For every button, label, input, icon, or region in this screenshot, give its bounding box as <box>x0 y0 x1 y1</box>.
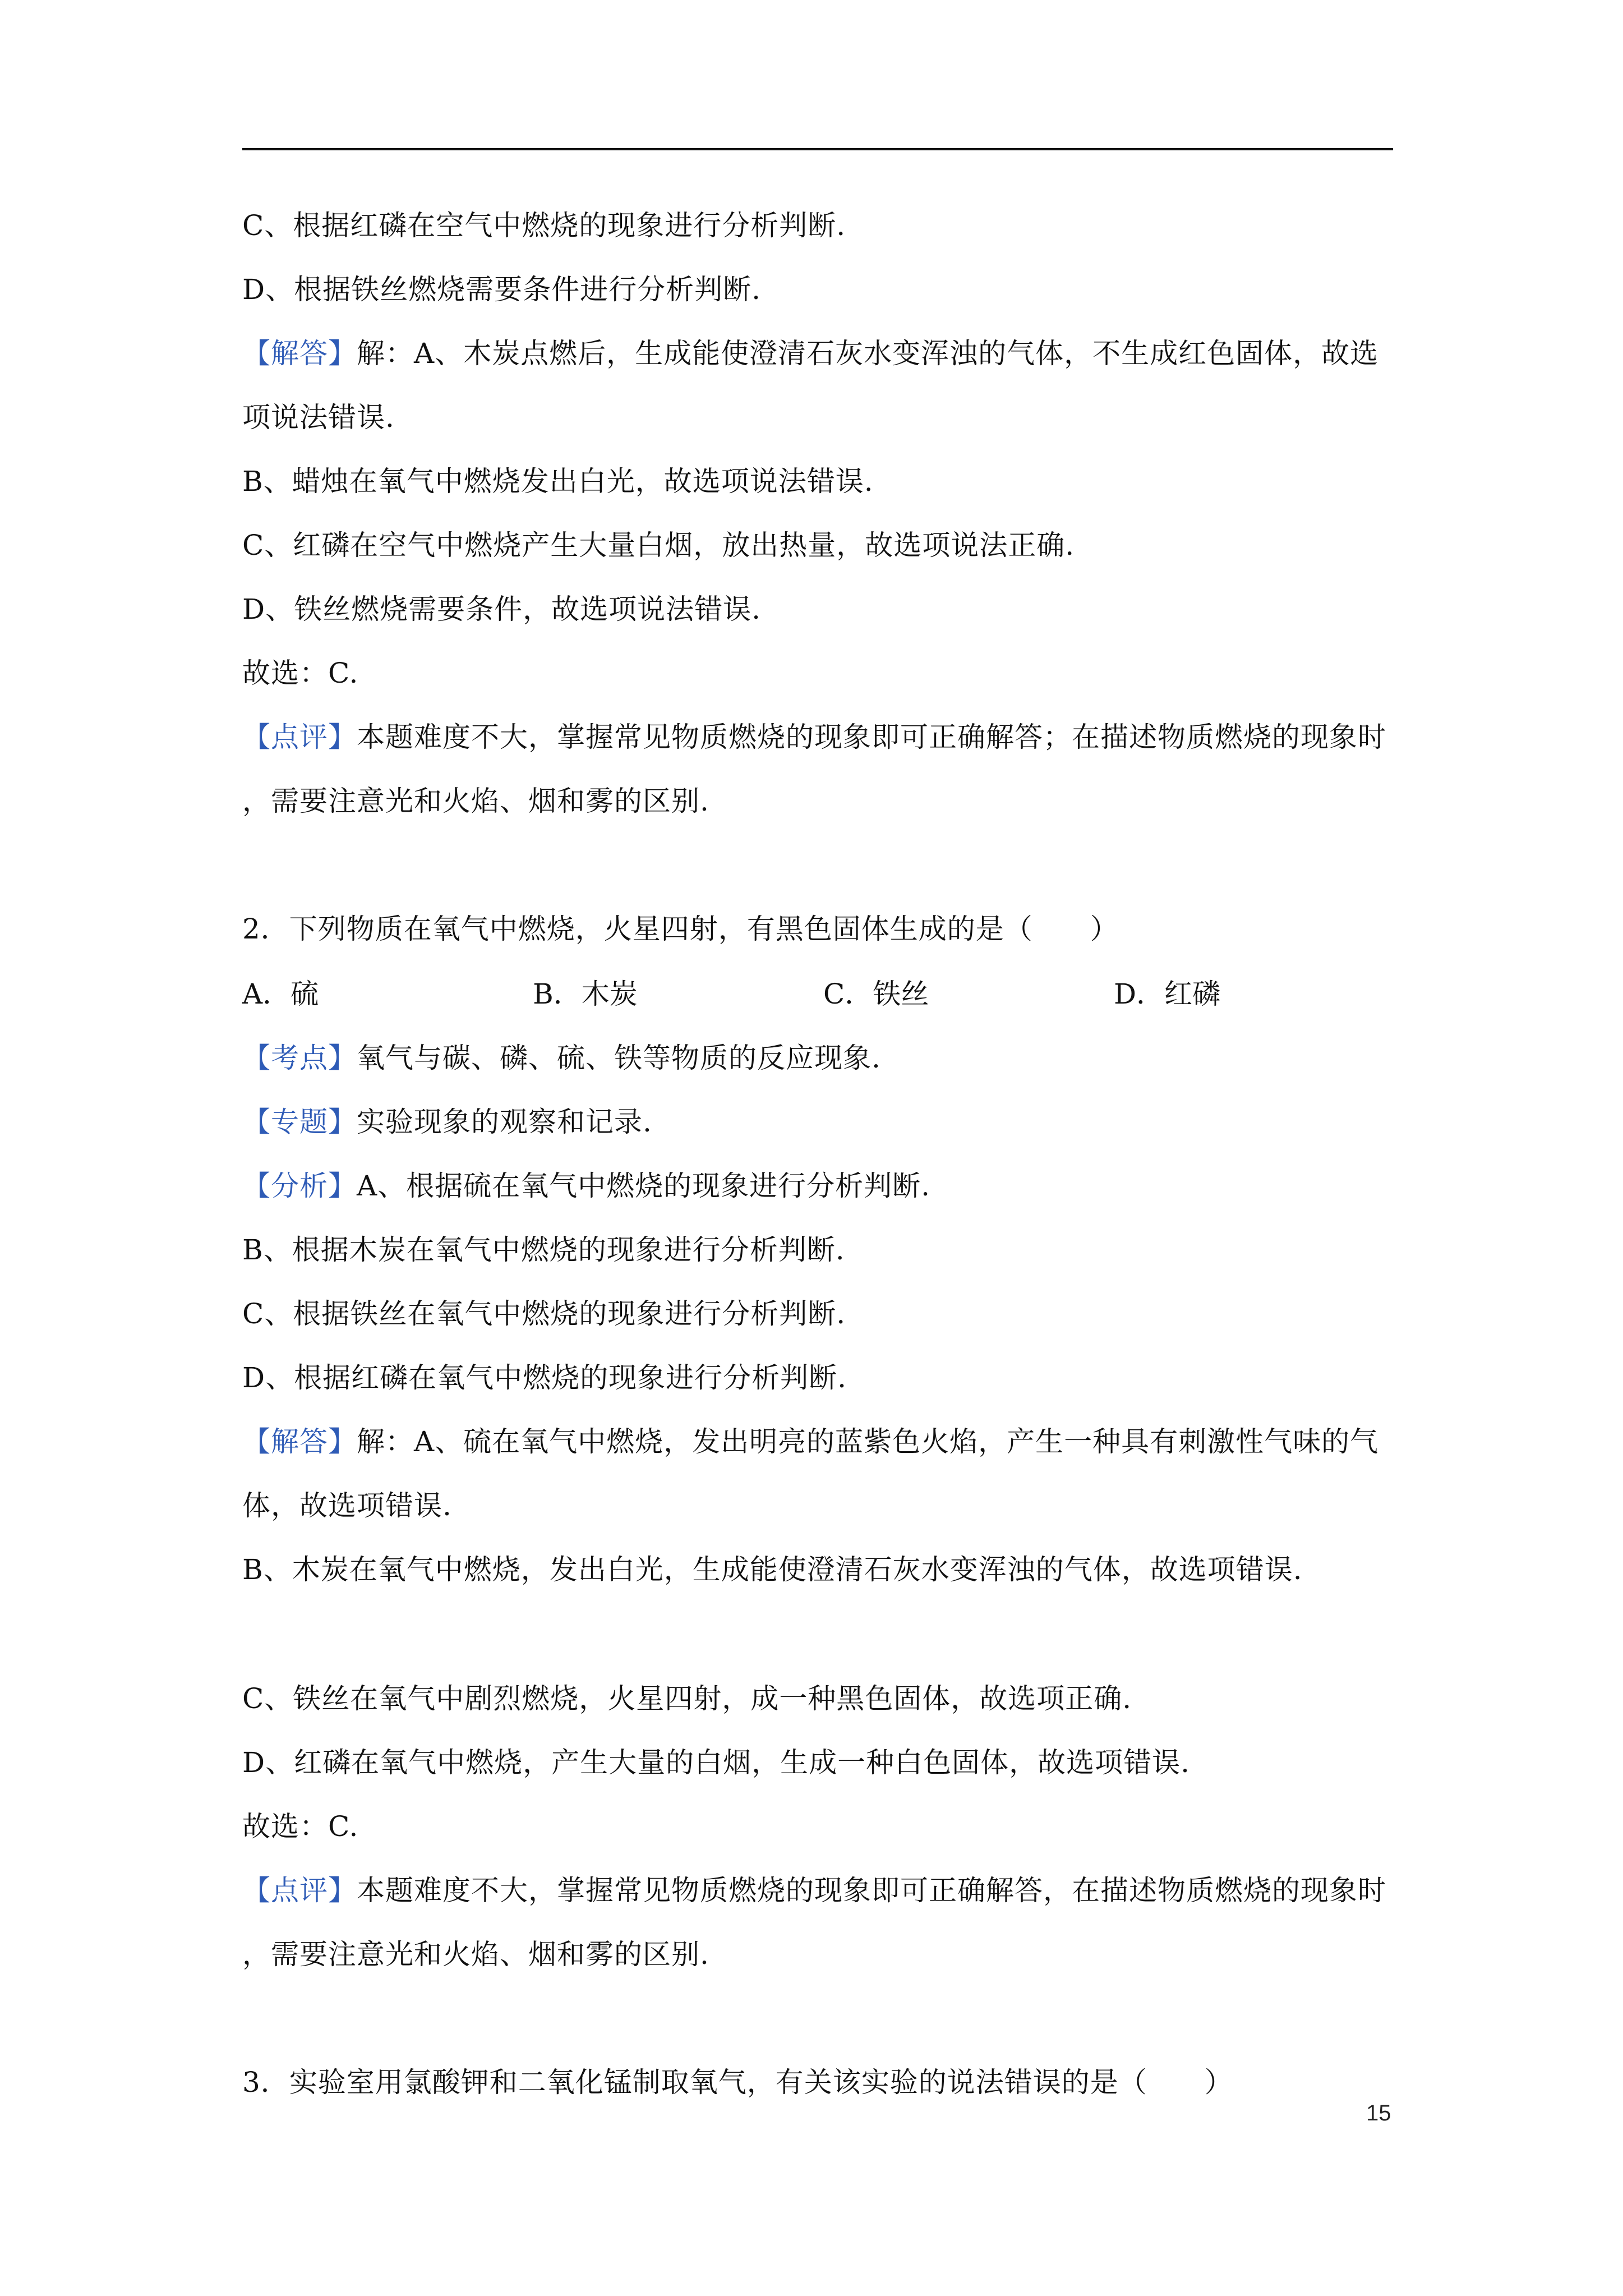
comment-line-q1-cont: ，需要注意光和火焰、烟和雾的区别. <box>242 785 709 817</box>
page-number: 15 <box>1366 2101 1391 2125</box>
analysis-line-c-q2: C、根据铁丝在氧气中燃烧的现象进行分析判断. <box>242 1297 846 1330</box>
answer-tag: 【解答】 <box>242 337 357 370</box>
comment-tag: 【点评】 <box>242 721 357 753</box>
comment-tag: 【点评】 <box>242 1874 357 1907</box>
analysis-line-c-q1: C、根据红磷在空气中燃烧的现象进行分析判断. <box>242 209 846 242</box>
header-rule <box>242 148 1393 150</box>
comment-line-q2-cont: ，需要注意光和火焰、烟和雾的区别. <box>242 1938 709 1971</box>
answer-line-c-q1: C、红磷在空气中燃烧产生大量白烟，放出热量，故选项说法正确. <box>242 529 1075 562</box>
analysis-line-a-q2: 【分析】A、根据硫在氧气中燃烧的现象进行分析判断. <box>242 1170 931 1202</box>
answer-line-q1: 【解答】解：A、木炭点燃后，生成能使澄清石灰水变浑浊的气体，不生成红色固体，故选 <box>242 337 1379 370</box>
answer-line-q2: 【解答】解：A、硫在氧气中燃烧，发出明亮的蓝紫色火焰，产生一种具有刺激性气味的气 <box>242 1425 1379 1458</box>
question-3: 3．实验室用氯酸钾和二氧化锰制取氧气，有关该实验的说法错误的是（ ） <box>242 2066 1233 2099</box>
option-c: C．铁丝 <box>823 978 929 1010</box>
keypoint-tag: 【考点】 <box>242 1042 357 1074</box>
keypoint-line-q2: 【考点】氧气与碳、磷、硫、铁等物质的反应现象. <box>242 1042 881 1074</box>
option-b: B．木炭 <box>533 978 638 1010</box>
analysis-tag: 【分析】 <box>242 1170 357 1202</box>
answer-line-d-q1: D、铁丝燃烧需要条件，故选项说法错误. <box>242 593 761 625</box>
answer-line-q2-cont: 体，故选项错误. <box>242 1489 452 1522</box>
comment-line-q1: 【点评】本题难度不大，掌握常见物质燃烧的现象即可正确解答；在描述物质燃烧的现象时 <box>242 721 1386 753</box>
topic-line-q2: 【专题】实验现象的观察和记录. <box>242 1106 652 1138</box>
answer-line-c-q2: C、铁丝在氧气中剧烈燃烧，火星四射，成一种黑色固体，故选项正确. <box>242 1682 1132 1715</box>
answer-tag: 【解答】 <box>242 1425 357 1458</box>
analysis-line-b-q2: B、根据木炭在氧气中燃烧的现象进行分析判断. <box>242 1234 845 1266</box>
choice-line-q1: 故选：C. <box>242 657 359 689</box>
answer-line-d-q2: D、红磷在氧气中燃烧，产生大量的白烟，生成一种白色固体，故选项错误. <box>242 1746 1190 1779</box>
option-a: A．硫 <box>242 978 319 1010</box>
analysis-line-d-q2: D、根据红磷在氧气中燃烧的现象进行分析判断. <box>242 1361 847 1394</box>
topic-tag: 【专题】 <box>242 1106 357 1138</box>
choice-line-q2: 故选：C. <box>242 1810 359 1843</box>
question-2: 2．下列物质在氧气中燃烧，火星四射，有黑色固体生成的是（ ） <box>242 913 1119 945</box>
answer-line-b-q1: B、蜡烛在氧气中燃烧发出白光，故选项说法错误. <box>242 465 874 498</box>
option-d: D．红磷 <box>1114 978 1221 1010</box>
answer-line-q1-cont: 项说法错误. <box>242 401 395 434</box>
answer-line-b-q2: B、木炭在氧气中燃烧，发出白光，生成能使澄清石灰水变浑浊的气体，故选项错误. <box>242 1553 1303 1586</box>
comment-line-q2: 【点评】本题难度不大，掌握常见物质燃烧的现象即可正确解答，在描述物质燃烧的现象时 <box>242 1874 1386 1907</box>
analysis-line-d-q1: D、根据铁丝燃烧需要条件进行分析判断. <box>242 273 761 306</box>
